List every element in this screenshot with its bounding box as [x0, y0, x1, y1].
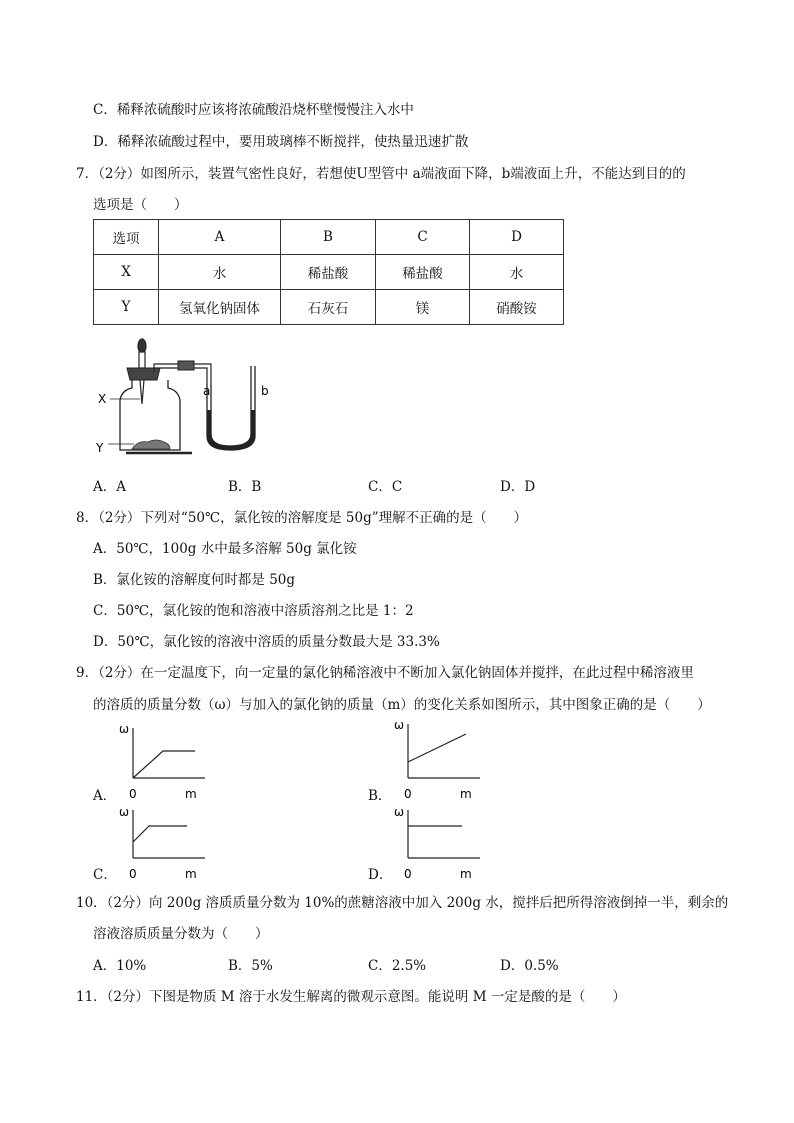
q7-option-d: D．D [500, 479, 536, 495]
table-cell: A [159, 220, 281, 255]
q10-option-b: B．5% [228, 958, 273, 974]
x-axis-label: m [460, 867, 472, 881]
table-cell: 稀盐酸 [376, 255, 470, 290]
label-a: a [203, 384, 211, 398]
q9-graph-c-letter: C． [93, 867, 117, 883]
origin-label: 0 [129, 787, 137, 801]
y-axis-label: ω [119, 722, 130, 736]
q7-table [93, 219, 564, 325]
x-axis-label: m [185, 787, 197, 801]
stopper [127, 368, 160, 380]
rubber-tube [178, 361, 194, 370]
y-axis-label: ω [119, 805, 130, 819]
x-axis-label: m [185, 867, 197, 881]
u-tube-liquid [207, 410, 255, 450]
q9-graph-a [115, 718, 215, 803]
table-cell: 石灰石 [281, 290, 376, 325]
q8-option-a: A．50℃，100g 水中最多溶解 50g 氯化铵 [93, 541, 357, 557]
origin-label: 0 [404, 787, 412, 801]
q10-option-d: D．0.5% [500, 958, 559, 974]
curve-line [408, 734, 466, 762]
q10-stem-line1: 10．（2分）向 200g 溶质质量分数为 10%的蔗糖溶液中加入 200g 水，搅拌后把所得溶液倒掉一半，剩余的 [76, 895, 729, 911]
q7-option-c: C．C [368, 479, 403, 495]
q10-stem-line2: 溶液溶质质量分数为（ ） [93, 926, 269, 942]
q7-stem-line1: 7．（2分）如图所示，装置气密性良好，若想使U型管中 a端液面下降，b端液面上升，不能达到目的的 [76, 166, 686, 182]
q9-graph-d [390, 802, 490, 882]
q9-stem-line2: 的溶质的质量分数（ω）与加入的氯化钠的质量（m）的变化关系如图所示，其中图象正确的是（ ） [93, 697, 711, 713]
q10-option-c: C．2.5% [368, 958, 427, 974]
q8-option-c: C．50℃，氯化铵的饱和溶液中溶质溶剂之比是 1：2 [93, 603, 414, 619]
y-axis-label: ω [394, 718, 405, 732]
curve-line [133, 751, 195, 778]
table-cell: 水 [159, 255, 281, 290]
q9-graph-b [390, 714, 490, 803]
y-axis-label: ω [394, 805, 405, 819]
solid-y [132, 440, 170, 449]
u-tube-inner [211, 366, 251, 446]
table-cell: C [376, 220, 470, 255]
table-row-header [94, 220, 564, 255]
table-cell: 水 [470, 255, 564, 290]
q9-graph-d-letter: D． [368, 867, 393, 883]
q6-option-c: C．稀释浓硫酸时应该将浓硫酸沿烧杯壁慢慢注入水中 [93, 102, 414, 118]
table-cell: 稀盐酸 [281, 255, 376, 290]
q10-option-a: A．10% [93, 958, 147, 974]
label-y: Y [96, 441, 104, 455]
q8-stem: 8．（2分）下列对“50℃，氯化铵的溶解度是 50g”理解不正确的是（ ） [76, 510, 528, 526]
q7-stem-line2: 选项是（ ） [93, 197, 188, 213]
origin-label: 0 [129, 867, 137, 881]
u-tube-outer [207, 366, 255, 450]
curve-line [133, 826, 187, 842]
table-cell: Y [94, 290, 159, 325]
label-b: b [261, 384, 269, 398]
q7-apparatus-figure [90, 332, 290, 464]
q8-option-b: B．氯化铵的溶解度何时都是 50g [93, 572, 296, 588]
q6-option-d: D．稀释浓硫酸过程中，要用玻璃棒不断搅拌，使热量迅速扩散 [93, 134, 469, 150]
q9-graph-a-letter: A． [93, 788, 117, 804]
x-axis-label: m [460, 787, 472, 801]
table-cell: 氢氧化钠固体 [159, 290, 281, 325]
table-cell: B [281, 220, 376, 255]
q9-graph-c [115, 802, 215, 882]
table-cell: 选项 [94, 220, 159, 255]
table-cell: 硝酸铵 [470, 290, 564, 325]
bottle [120, 380, 180, 450]
table-cell: X [94, 255, 159, 290]
q7-option-a: A．A [93, 479, 126, 495]
q11-stem: 11．（2分）下图是物质 M 溶于水发生解离的微观示意图。能说明 M 一定是酸的是（ ） [76, 989, 626, 1005]
table-cell: 镁 [376, 290, 470, 325]
table-row-x [94, 255, 564, 290]
label-x: X [98, 392, 107, 406]
table-cell: D [470, 220, 564, 255]
table-row-y [94, 290, 564, 325]
q9-stem-line1: 9．（2分）在一定温度下，向一定量的氯化钠稀溶液中不断加入氯化钠固体并搅拌，在此过程中稀溶液里 [76, 665, 694, 681]
q9-graph-b-letter: B． [368, 788, 392, 804]
q8-option-d: D．50℃，氯化铵的溶液中溶质的质量分数最大是 33.3% [93, 634, 440, 650]
origin-label: 0 [404, 867, 412, 881]
connecting-tube-2 [194, 364, 211, 384]
q7-option-b: B．B [228, 479, 262, 495]
